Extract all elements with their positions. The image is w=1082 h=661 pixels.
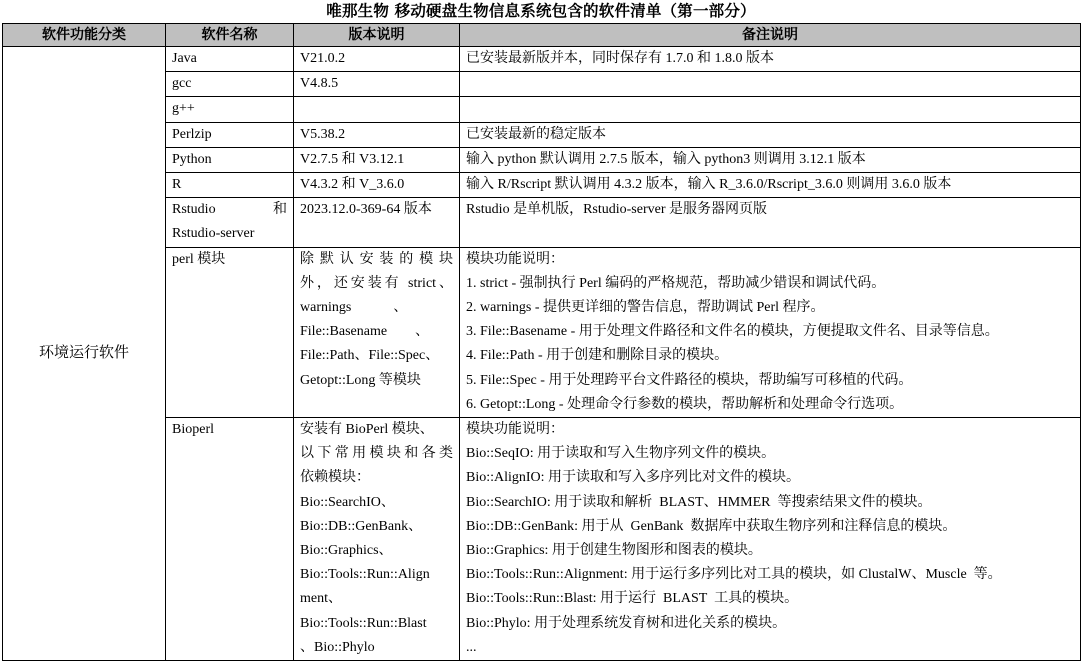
version-line: Bio::Tools::Run::Blast bbox=[300, 615, 427, 631]
software-note bbox=[460, 247, 1081, 417]
software-name-part: 和 bbox=[273, 202, 287, 218]
note-line: Bio::AlignIO: 用于读取和写入多序列比对文件的模块。 bbox=[466, 470, 801, 486]
header-category: 软件功能分类 bbox=[3, 24, 166, 47]
note-line: Bio::Phylo: 用于处理系统发育树和进化关系的模块。 bbox=[466, 615, 787, 631]
software-name-part: Rstudio bbox=[172, 202, 216, 218]
software-name: Java bbox=[166, 47, 294, 72]
version-line: File::Path、File::Spec、 bbox=[300, 348, 440, 364]
header-note: 备注说明 bbox=[460, 24, 1081, 47]
software-version: V21.0.2 bbox=[294, 47, 460, 72]
version-line: 以下常用模块和各类 bbox=[300, 446, 453, 462]
software-name: Perlzip bbox=[166, 122, 294, 147]
software-version: 2023.12.0-369-64 版本 bbox=[294, 198, 460, 247]
version-line: File::Basename 、 bbox=[300, 324, 430, 340]
header-version: 版本说明 bbox=[294, 24, 460, 47]
note-line: ... bbox=[466, 639, 477, 655]
note-line: 5. File::Spec - 用于处理跨平台文件路径的模块，帮助编写可移植的代码。 bbox=[466, 372, 913, 388]
software-version: V4.8.5 bbox=[294, 72, 460, 97]
note-line: 模块功能说明： bbox=[466, 251, 564, 267]
software-version bbox=[294, 418, 460, 661]
software-name: g++ bbox=[166, 97, 294, 122]
software-version bbox=[294, 97, 460, 122]
note-line: Bio::DB::GenBank: 用于从 GenBank 数据库中获取生物序列和注释信息的模块。 bbox=[466, 518, 957, 534]
software-name-line: Rstudio-server bbox=[172, 226, 255, 242]
version-line: Bio::Graphics、 bbox=[300, 543, 393, 559]
software-name: R bbox=[166, 173, 294, 198]
note-line: Bio::SearchIO: 用于读取和解析 BLAST、HMMER 等搜索结果文件的模块。 bbox=[466, 494, 932, 510]
software-name: gcc bbox=[166, 72, 294, 97]
note-line: 模块功能说明： bbox=[466, 422, 564, 438]
software-note bbox=[460, 418, 1081, 661]
software-name-line bbox=[172, 198, 287, 222]
software-table bbox=[2, 23, 1081, 661]
version-line: warnings 、 bbox=[300, 300, 408, 316]
software-name: Bioperl bbox=[166, 418, 294, 661]
version-line: 安装有 BioPerl 模块、 bbox=[300, 422, 434, 438]
software-note: 输入 python 默认调用 2.7.5 版本，输入 python3 则调用 3.12.1 版本 bbox=[460, 147, 1081, 172]
table-header-row bbox=[3, 24, 1081, 47]
software-note: Rstudio 是单机版，Rstudio-server 是服务器网页版 bbox=[460, 198, 1081, 247]
software-name bbox=[166, 198, 294, 247]
note-line: 4. File::Path - 用于创建和删除目录的模块。 bbox=[466, 348, 729, 364]
software-name: perl 模块 bbox=[166, 247, 294, 417]
note-line: Bio::Tools::Run::Blast: 用于运行 BLAST 工具的模块。 bbox=[466, 591, 799, 607]
note-line: Bio::Graphics: 用于创建生物图形和图表的模块。 bbox=[466, 543, 762, 559]
version-line: Bio::DB::GenBank、 bbox=[300, 518, 423, 534]
table-row bbox=[3, 47, 1081, 72]
version-line: Bio::Tools::Run::Align bbox=[300, 567, 430, 583]
note-line: Bio::Tools::Run::Alignment: 用于运行多序列比对工具的模块，如 ClustalW、Muscle 等。 bbox=[466, 567, 1002, 583]
version-line: 、Bio::Phylo bbox=[300, 639, 375, 655]
version-line: Bio::SearchIO、 bbox=[300, 494, 395, 510]
header-name: 软件名称 bbox=[166, 24, 294, 47]
note-line: 2. warnings - 提供更详细的警告信息，帮助调试 Perl 程序。 bbox=[466, 300, 825, 316]
software-version: V2.7.5 和 V3.12.1 bbox=[294, 147, 460, 172]
software-version: V4.3.2 和 V_3.6.0 bbox=[294, 173, 460, 198]
document-title: 唯那生物 移动硬盘生物信息系统包含的软件清单（第一部分） bbox=[326, 2, 756, 20]
version-line: ment、 bbox=[300, 591, 342, 607]
note-line: 6. Getopt::Long - 处理命令行参数的模块，帮助解析和处理命令行选项。 bbox=[466, 396, 904, 412]
version-line: 除默认安装的模块 bbox=[300, 251, 453, 267]
software-note: 已安装最新的稳定版本 bbox=[460, 122, 1081, 147]
software-note: 输入 R/Rscript 默认调用 4.3.2 版本，输入 R_3.6.0/Rscript_3.6.0 则调用 3.6.0 版本 bbox=[460, 173, 1081, 198]
software-note bbox=[460, 97, 1081, 122]
software-version: V5.38.2 bbox=[294, 122, 460, 147]
note-line: Bio::SeqIO: 用于读取和写入生物序列文件的模块。 bbox=[466, 446, 776, 462]
version-line: 依赖模块： bbox=[300, 470, 370, 486]
version-line: Getopt::Long 等模块 bbox=[300, 372, 421, 388]
software-version bbox=[294, 247, 460, 417]
software-note: 已安装最新版并本，同时保存有 1.7.0 和 1.8.0 版本 bbox=[460, 47, 1081, 72]
category-cell: 环境运行软件 bbox=[3, 47, 166, 661]
version-line: 外，还安装有 strict、 bbox=[300, 275, 453, 291]
software-note bbox=[460, 72, 1081, 97]
software-name: Python bbox=[166, 147, 294, 172]
note-line: 1. strict - 强制执行 Perl 编码的严格规范，帮助减少错误和调试代码。 bbox=[466, 275, 886, 291]
note-line: 3. File::Basename - 用于处理文件路径和文件名的模块，方便提取文件名、目录等信息。 bbox=[466, 324, 999, 340]
